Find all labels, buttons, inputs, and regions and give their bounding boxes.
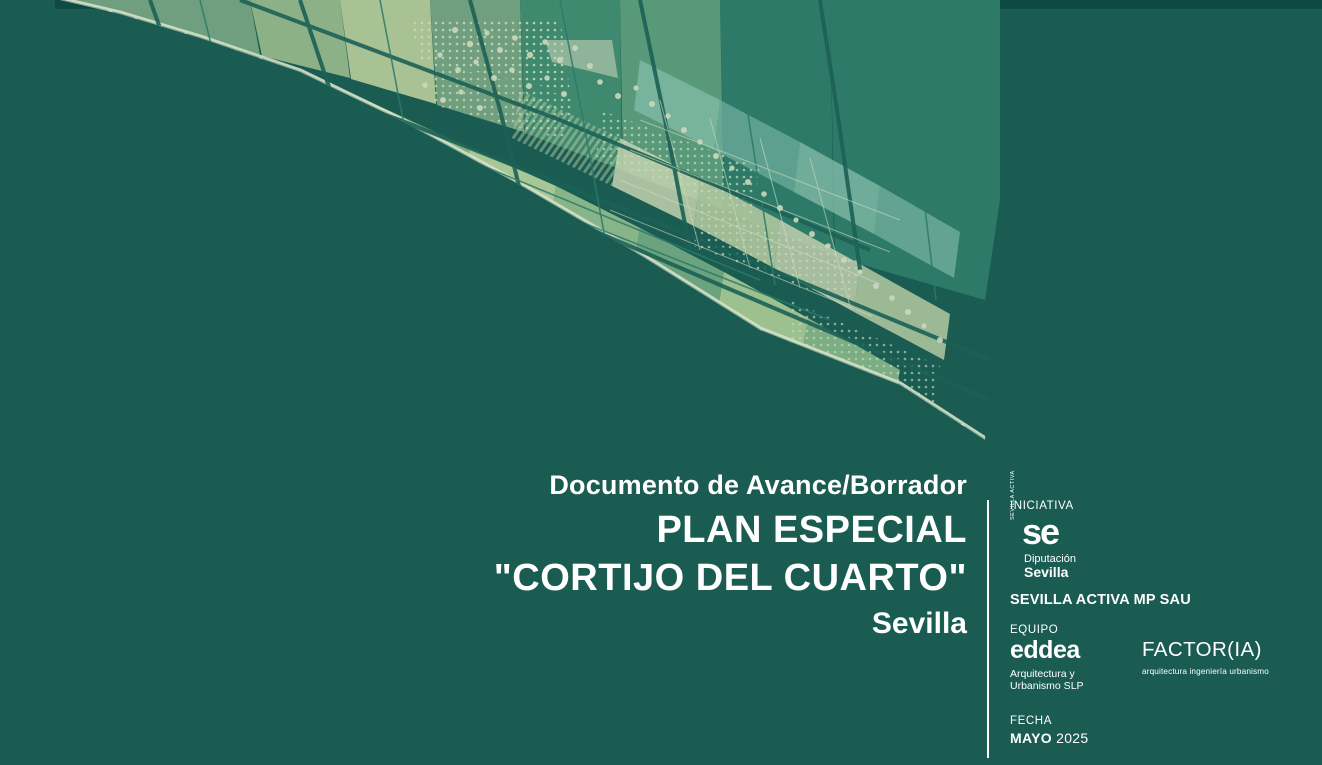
date-month: MAYO	[1010, 729, 1052, 746]
cover-map-image	[0, 0, 1000, 455]
sevilla-activa-vertical-text: SEVILLA ACTIVA	[1010, 470, 1016, 520]
plan-title-line-2: "CORTIJO DEL CUARTO"	[493, 556, 967, 599]
sevilla-text: Sevilla	[1024, 564, 1069, 580]
initiative-name: SEVILLA ACTIVA MP SAU	[1010, 592, 1191, 608]
date-label: FECHA	[1010, 714, 1052, 727]
factoria-subtitle: arquitectura ingeniería urbanismo	[1142, 666, 1269, 676]
factoria-wordmark: FACTOR(IA)	[1142, 638, 1262, 661]
eddea-subtitle-line-1: Arquitectura y	[1010, 668, 1075, 680]
team-label: EQUIPO	[1010, 624, 1059, 636]
date-value	[1010, 730, 1307, 746]
plan-city: Sevilla	[871, 607, 967, 641]
cover-title-block	[494, 470, 967, 642]
plan-title-line-1: PLAN ESPECIAL	[656, 509, 967, 552]
eddea-subtitle-line-2: Urbanismo SLP	[1010, 680, 1084, 693]
bottom-strip	[0, 758, 1322, 765]
team-logos	[1010, 638, 1307, 693]
document-kind: Documento de Avance/Borrador	[549, 470, 967, 500]
site-plan-graphic	[0, 0, 1000, 455]
credits-panel	[987, 470, 1307, 765]
eddea-logo	[1010, 638, 1100, 693]
factoria-logo	[1142, 640, 1307, 676]
date-year: 2025	[1056, 729, 1089, 746]
initiative-label: INICIATIVA	[1010, 500, 1074, 512]
diputacion-text: Diputación	[1024, 553, 1076, 565]
eddea-wordmark: eddea	[1010, 636, 1080, 664]
sevilla-activa-monogram: se	[1022, 511, 1059, 552]
